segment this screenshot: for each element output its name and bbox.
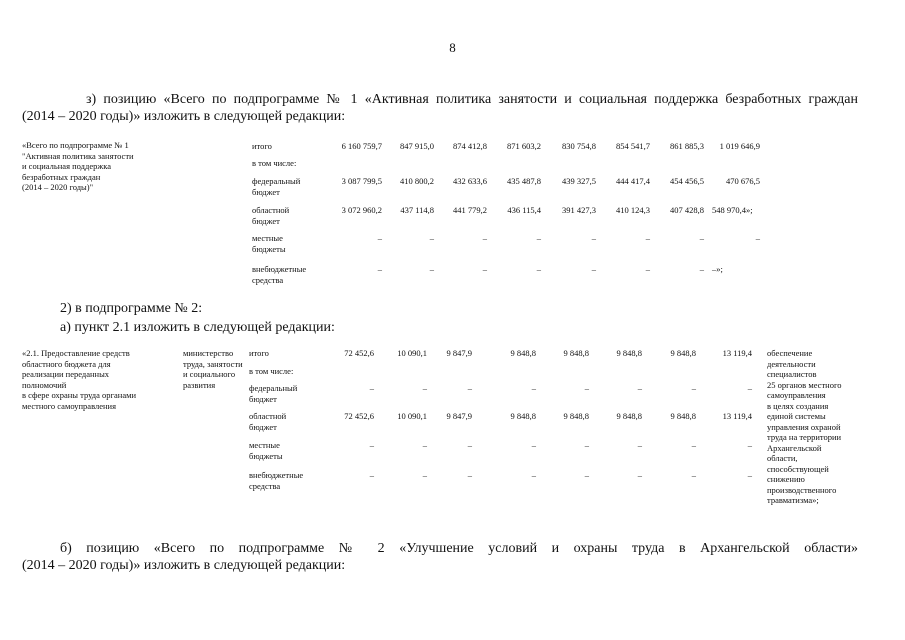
table2-last-column-line: управления охраной	[767, 421, 841, 432]
table-cell: 3 072 960,2	[341, 205, 382, 215]
table-cell: –	[422, 383, 427, 393]
table-cell: 10 090,1	[397, 411, 427, 421]
table-cell: –	[584, 383, 589, 393]
table-cell: –	[531, 440, 536, 450]
table-cell: –	[645, 264, 650, 274]
table-cell: 72 452,6	[344, 411, 374, 421]
table-cell: –	[699, 264, 704, 274]
table-cell: –	[369, 383, 374, 393]
table-cell: –	[691, 470, 696, 480]
table-cell: 9 848,8	[616, 348, 642, 358]
table-cell: –	[591, 264, 596, 274]
table-cell: –	[369, 440, 374, 450]
table2-last-column-line: способствующей	[767, 463, 829, 474]
table-cell: –	[755, 233, 760, 243]
table2-first-column-line: реализации переданных	[22, 369, 110, 379]
table-cell: 410 800,2	[400, 176, 434, 186]
table-cell: 391 427,3	[562, 205, 596, 215]
section-b-line2: (2014 – 2020 годы)» изложить в следующей редакции:	[22, 558, 346, 573]
table2-second-column-line: развития	[183, 379, 216, 390]
table2-last-column	[767, 348, 867, 506]
table-cell: –	[747, 470, 752, 480]
table-cell: 3 087 799,5	[341, 176, 382, 186]
table2-last-column-line: снижению	[767, 474, 805, 484]
table2-first-column-line: областного бюджета для	[22, 358, 111, 369]
row-label-line: в том числе:	[249, 366, 294, 376]
table-cell: –»;	[712, 264, 723, 274]
table-cell: –	[691, 383, 696, 393]
table2-last-column-line: специалистов	[767, 369, 817, 379]
table-cell: 444 417,4	[616, 176, 650, 186]
row-label-line: бюджет	[252, 186, 280, 197]
table-cell: –	[637, 383, 642, 393]
table2-last-column-line: Архангельской	[767, 442, 822, 453]
table2-last-column-line: 25 органов местного	[767, 379, 842, 390]
table-cell: 432 633,6	[453, 176, 487, 186]
table-cell: 9 848,8	[563, 348, 589, 358]
table-cell: 548 970,4»;	[712, 205, 753, 215]
row-label-line: местные	[249, 440, 280, 450]
table1-first-column	[22, 140, 232, 193]
table2-last-column-line: в целях создания	[767, 400, 829, 411]
table-cell: 9 848,8	[670, 411, 696, 421]
table-cell: –	[467, 470, 472, 480]
table2-first-column-line: в сфере охраны труда органами	[22, 390, 137, 400]
row-label-line: областной	[252, 205, 290, 215]
table-cell: 861 885,3	[670, 141, 704, 151]
table-cell: –	[645, 233, 650, 243]
row-label-line: средства	[252, 274, 284, 285]
table2-first-column-line: «2.1. Предоставление средств	[22, 348, 130, 358]
section-2-line1: 2) в подпрограмме № 2:	[60, 301, 203, 316]
table2-first-column-line: полномочий	[22, 379, 67, 390]
row-label	[252, 158, 332, 169]
table2-last-column-line: деятельности	[767, 358, 816, 369]
table-cell: 871 603,2	[507, 141, 541, 151]
table-cell: 441 779,2	[453, 205, 487, 215]
row-label-line: местные	[252, 233, 283, 243]
table2-first-column-line: местного самоуправления	[22, 400, 116, 411]
table-cell: 9 848,8	[563, 411, 589, 421]
table2-last-column-line: травматизма»;	[767, 495, 819, 505]
table-cell: 437 114,8	[400, 205, 434, 215]
table-cell: 1 019 646,9	[719, 141, 760, 151]
table2-last-column-line: единой системы	[767, 411, 826, 421]
row-label-line: федеральный	[252, 176, 301, 186]
table-cell: –	[531, 383, 536, 393]
table1-first-column-line: безработных граждан	[22, 171, 101, 182]
table-cell: 436 115,4	[507, 205, 541, 215]
table-cell: 847 915,0	[400, 141, 434, 151]
row-label-line: бюджет	[249, 393, 277, 404]
table-cell: –	[591, 233, 596, 243]
table2-last-column-line: труда на территории	[767, 432, 842, 442]
table-cell: 13 119,4	[722, 411, 752, 421]
table-cell: –	[467, 440, 472, 450]
table-cell: 854 541,7	[616, 141, 650, 151]
row-label-line: бюджеты	[249, 450, 283, 461]
table2-last-column-line: области,	[767, 453, 798, 463]
table-cell: 9 848,8	[510, 348, 536, 358]
row-label-line: бюджет	[252, 215, 280, 226]
table2-second-column-line: и социального	[183, 369, 236, 379]
table2-second-column-line: министерство	[183, 348, 234, 358]
page-number: 8	[449, 40, 456, 55]
section-z-line1: з) позицию «Всего по подпрограмме № 1 «Активная политика занятости и социальная поддержка безработных граждан	[86, 92, 858, 107]
table-cell: –	[691, 440, 696, 450]
table-cell: –	[369, 470, 374, 480]
table-cell: 6 160 759,7	[341, 141, 382, 151]
table-cell: 9 848,8	[670, 348, 696, 358]
table-cell: –	[637, 470, 642, 480]
table-cell: –	[699, 233, 704, 243]
table-cell: –	[637, 440, 642, 450]
table-cell: –	[482, 233, 487, 243]
table-cell: –	[584, 470, 589, 480]
table-cell: –	[747, 383, 752, 393]
table2-second-column	[183, 348, 249, 390]
table-cell: –	[467, 383, 472, 393]
table-cell: 9 847,9	[446, 411, 472, 421]
table-cell: –	[536, 233, 541, 243]
table-cell: 410 124,3	[616, 205, 650, 215]
table-cell: 470 676,5	[726, 176, 760, 186]
table2-last-column-line: производственного	[767, 484, 837, 495]
table-cell: –	[747, 440, 752, 450]
row-label-line: федеральный	[249, 383, 298, 393]
table-cell: –	[429, 233, 434, 243]
table-cell: 10 090,1	[397, 348, 427, 358]
row-label-line: внебюджетные	[252, 264, 307, 274]
table-cell: –	[429, 264, 434, 274]
table-cell: 874 412,8	[453, 141, 487, 151]
row-label-line: областной	[249, 411, 287, 421]
row-label-line: бюджеты	[252, 243, 286, 254]
table-cell: 454 456,5	[670, 176, 704, 186]
table1-first-column-line: "Активная политика занятости	[22, 150, 134, 161]
section-2-line2: а) пункт 2.1 изложить в следующей редакции:	[60, 320, 335, 335]
table-cell: 435 487,8	[507, 176, 541, 186]
table-cell: 72 452,6	[344, 348, 374, 358]
table-cell: –	[531, 470, 536, 480]
table2-last-column-line: самоуправления	[767, 390, 826, 400]
table1-first-column-line: «Всего по подпрограмме № 1	[22, 140, 129, 150]
table-cell: 9 847,9	[446, 348, 472, 358]
table2-first-column	[22, 348, 172, 411]
table-cell: 9 848,8	[616, 411, 642, 421]
row-label-line: в том числе:	[252, 158, 297, 168]
table2-last-column-line: обеспечение	[767, 348, 813, 358]
table1-first-column-line: и социальная поддержка	[22, 161, 111, 171]
table-cell: –	[422, 440, 427, 450]
row-label-line: бюджет	[249, 421, 277, 432]
table2-second-column-line: труда, занятости	[183, 358, 243, 369]
row-label-line: итого	[252, 141, 272, 151]
row-label-line: средства	[249, 480, 281, 491]
table-cell: –	[377, 264, 382, 274]
table-cell: 439 327,5	[562, 176, 596, 186]
table1-first-column-line: (2014 – 2020 годы)"	[22, 182, 94, 192]
row-label	[249, 366, 329, 377]
table-cell: 9 848,8	[510, 411, 536, 421]
table-cell: 13 119,4	[722, 348, 752, 358]
section-b-line1: б) позицию «Всего по подпрограмме № 2 «Улучшение условий и охраны труда в Архангельской области»	[60, 541, 858, 556]
table-cell: –	[482, 264, 487, 274]
table-cell: –	[584, 440, 589, 450]
table-cell: –	[377, 233, 382, 243]
table-cell: 830 754,8	[562, 141, 596, 151]
table-cell: –	[422, 470, 427, 480]
row-label-line: итого	[249, 348, 269, 358]
table-cell: 407 428,8	[670, 205, 704, 215]
row-label-line: внебюджетные	[249, 470, 304, 480]
table-cell: –	[536, 264, 541, 274]
section-z-line2: (2014 – 2020 годы)» изложить в следующей редакции:	[22, 109, 346, 124]
